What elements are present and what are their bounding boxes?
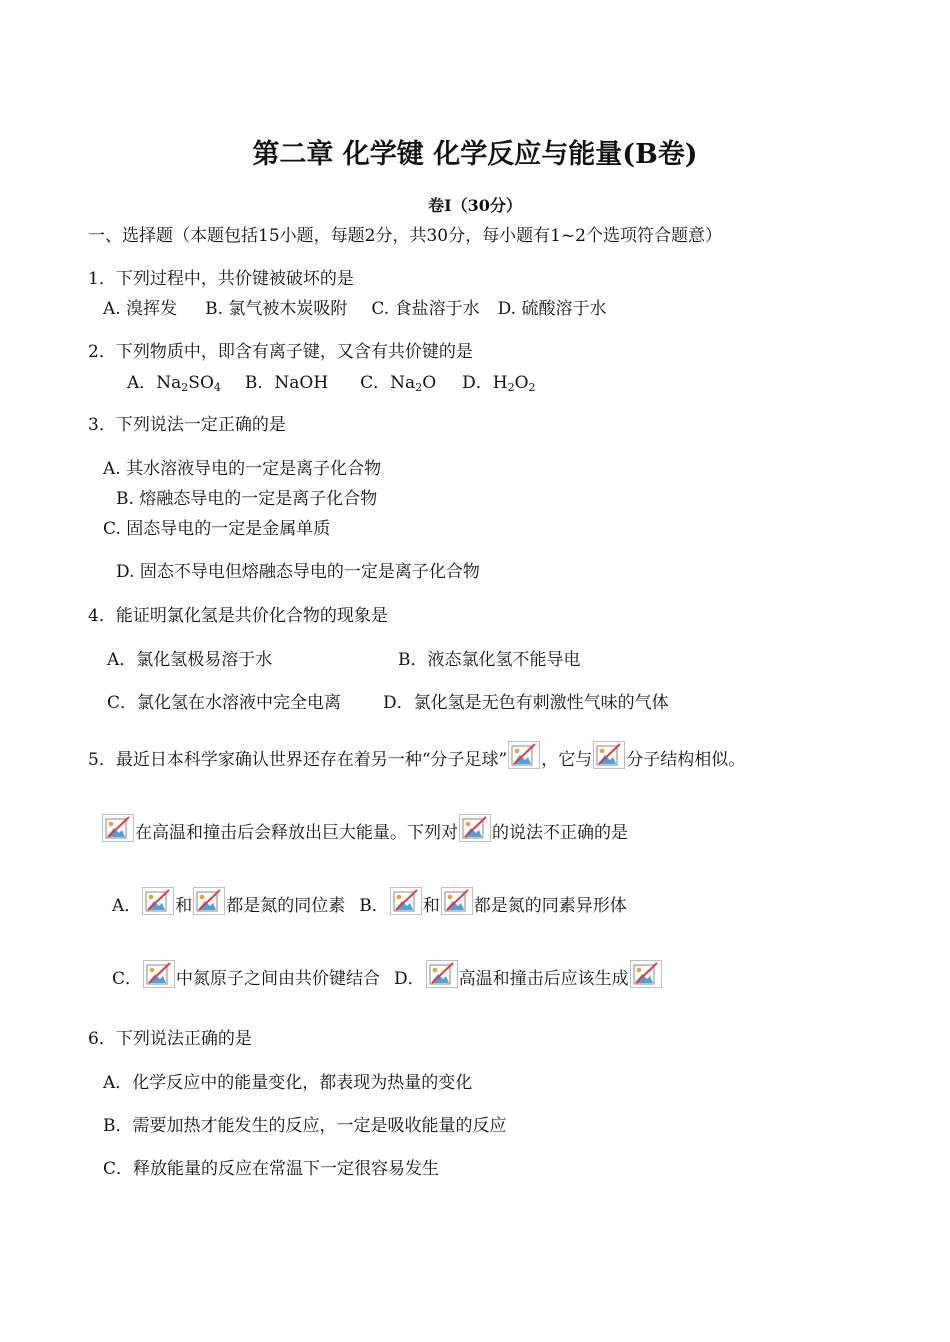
question-1-options [103, 297, 606, 321]
option-b: B．NaOH [244, 373, 329, 393]
option-b: B． 和 都是氮的同素异形体 [359, 896, 627, 916]
option-a: A． 和 都是氮的同位素 [112, 896, 345, 916]
broken-image-icon [193, 887, 225, 915]
option-a: A. 其水溶液导电的一定是离子化合物 [103, 459, 382, 479]
broken-image-icon [143, 960, 175, 988]
question-5-stem-line1: 5．最近日本科学家确认世界还存在着另一种“分子足球” ，它与 分子结构相似。 [88, 741, 745, 772]
option-a: A．$Na_2SO_4$ [127, 373, 221, 394]
question-3-stem: 3．下列说法一定正确的是 [88, 415, 286, 435]
option-a: A．氯化氢极易溶于水 [107, 650, 273, 670]
page-title: 第二章 化学键 化学反应与能量(B卷) [252, 139, 698, 170]
question-5-options-cd [112, 960, 663, 991]
question-5-stem-line2: 在高温和撞击后会释放出巨大能量。下列对 的说法不正确的是 [101, 814, 628, 845]
option-b: B. 氯气被木炭吸附 [205, 299, 348, 319]
option-c: C．释放能量的反应在常温下一定很容易发生 [103, 1159, 440, 1179]
option-c: C. 食盐溶于水 [371, 299, 480, 319]
option-c: C. 固态导电的一定是金属单质 [103, 519, 331, 539]
broken-image-icon [593, 741, 625, 769]
option-c: C．氯化氢在水溶液中完全电离 [107, 693, 342, 713]
option-b: B. 熔融态导电的一定是离子化合物 [116, 489, 378, 509]
broken-image-icon [390, 887, 422, 915]
question-6-stem: 6．下列说法正确的是 [88, 1029, 252, 1049]
question-4-stem: 4．能证明氯化氢是共价化合物的现象是 [88, 606, 388, 626]
question-1-stem: 1．下列过程中，共价键被破坏的是 [88, 269, 354, 289]
question-2-options [127, 371, 536, 395]
option-d: D． 高温和撞击后应该生成 [394, 969, 663, 989]
option-d: D．氯化氢是无色有刺激性气味的气体 [383, 693, 669, 713]
broken-image-icon [102, 814, 134, 842]
instructions: 一、选择题（本题包括15小题，每题2分，共30分，每小题有1~2个选项符合题意） [88, 226, 722, 246]
section-title: 卷I（30分） [428, 196, 522, 215]
option-d: D. 硫酸溶于水 [497, 299, 607, 319]
broken-image-icon [459, 814, 491, 842]
option-b: B．需要加热才能发生的反应，一定是吸收能量的反应 [103, 1116, 507, 1136]
question-5-options-ab [112, 887, 627, 918]
option-d: D. 固态不导电但熔融态导电的一定是离子化合物 [116, 562, 480, 582]
broken-image-icon [142, 887, 174, 915]
broken-image-icon [441, 887, 473, 915]
option-b: B．液态氯化氢不能导电 [398, 650, 581, 670]
option-c: C． 中氮原子之间由共价键结合 [112, 969, 380, 989]
option-a: A. 溴挥发 [103, 299, 178, 319]
broken-image-icon [426, 960, 458, 988]
broken-image-icon [508, 741, 540, 769]
question-2-stem: 2．下列物质中，即含有离子键，又含有共价键的是 [88, 342, 473, 362]
option-d: D．$H_2O_2$ [462, 373, 536, 394]
option-a: A．化学反应中的能量变化，都表现为热量的变化 [103, 1073, 473, 1093]
broken-image-icon [630, 960, 662, 988]
option-c: C．$Na_2O$ [360, 373, 437, 394]
